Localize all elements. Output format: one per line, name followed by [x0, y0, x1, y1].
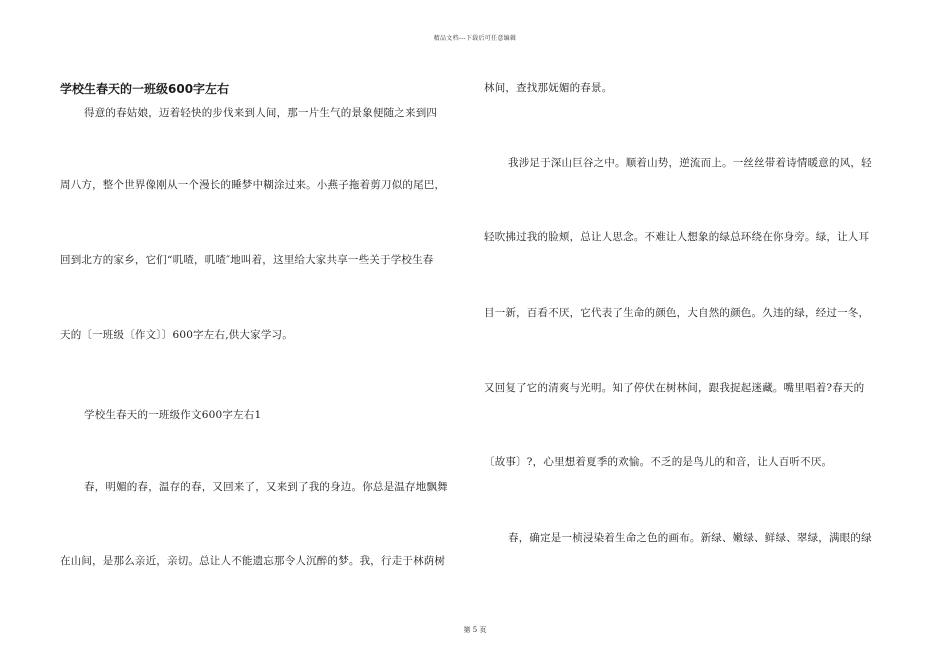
paragraph-line: 得意的春姑娘，迈着轻快的步伐来到人间，那一片生气的景象便随之来到四 — [84, 107, 438, 119]
paragraph-line: 春，确定是一桢浸染着生命之色的画布。新绿、嫩绿、鲜绿、翠绿，满眼的绿 — [508, 532, 872, 544]
paragraph-line: 春，明媚的春，温存的春，又回来了，又来到了我的身边。你总是温存地飘舞 — [84, 481, 448, 493]
paragraph-line: 又回复了它的清爽与光明。知了停伏在树林间，跟我捉起迷藏。嘴里唱着?春天的 — [484, 382, 865, 394]
paragraph-line: 林间，查找那妩媚的春景。 — [484, 82, 613, 94]
paragraph-line: 〔故事〕?，心里想着夏季的欢愉。不乏的是鸟儿的和音，让人百听不厌。 — [484, 456, 833, 468]
paragraph-line: 我涉足于深山巨谷之中。顺着山势，逆流而上。一丝丝带着诗情暖意的风，轻 — [508, 157, 872, 169]
section-heading: 学校生春天的一班级作文600字左右1 — [84, 409, 262, 421]
paragraph-line: 在山间，是那么亲近，亲切。总让人不能遗忘那令人沉醉的梦。我，行走于林荫树 — [60, 555, 446, 567]
paragraph-line: 目一新，百看不厌，它代表了生命的颜色，大自然的颜色。久违的绿，经过一冬， — [484, 307, 870, 319]
document-title: 学校生春天的一班级600字左右 — [60, 82, 230, 96]
page-header: 精品文档---下载后可任意编辑 — [433, 35, 517, 42]
paragraph-line: 周八方，整个世界像刚从一个漫长的睡梦中糊涂过来。小燕子拖着剪刀似的尾巴， — [60, 179, 446, 191]
paragraph-line: 天的〔一班级〔作文〕〕600字左右,供大家学习。 — [60, 329, 293, 341]
paragraph-line: 轻吹拂过我的脸颊，总让人思念。不难让人想象的绿总环绕在你身旁。绿，让人耳 — [484, 231, 870, 243]
page-number: 第 5 页 — [463, 626, 487, 634]
paragraph-line: 回到北方的家乡，它们“叽喳，叽喳″地叫着，这里给大家共享一些关于学校生春 — [60, 254, 434, 266]
